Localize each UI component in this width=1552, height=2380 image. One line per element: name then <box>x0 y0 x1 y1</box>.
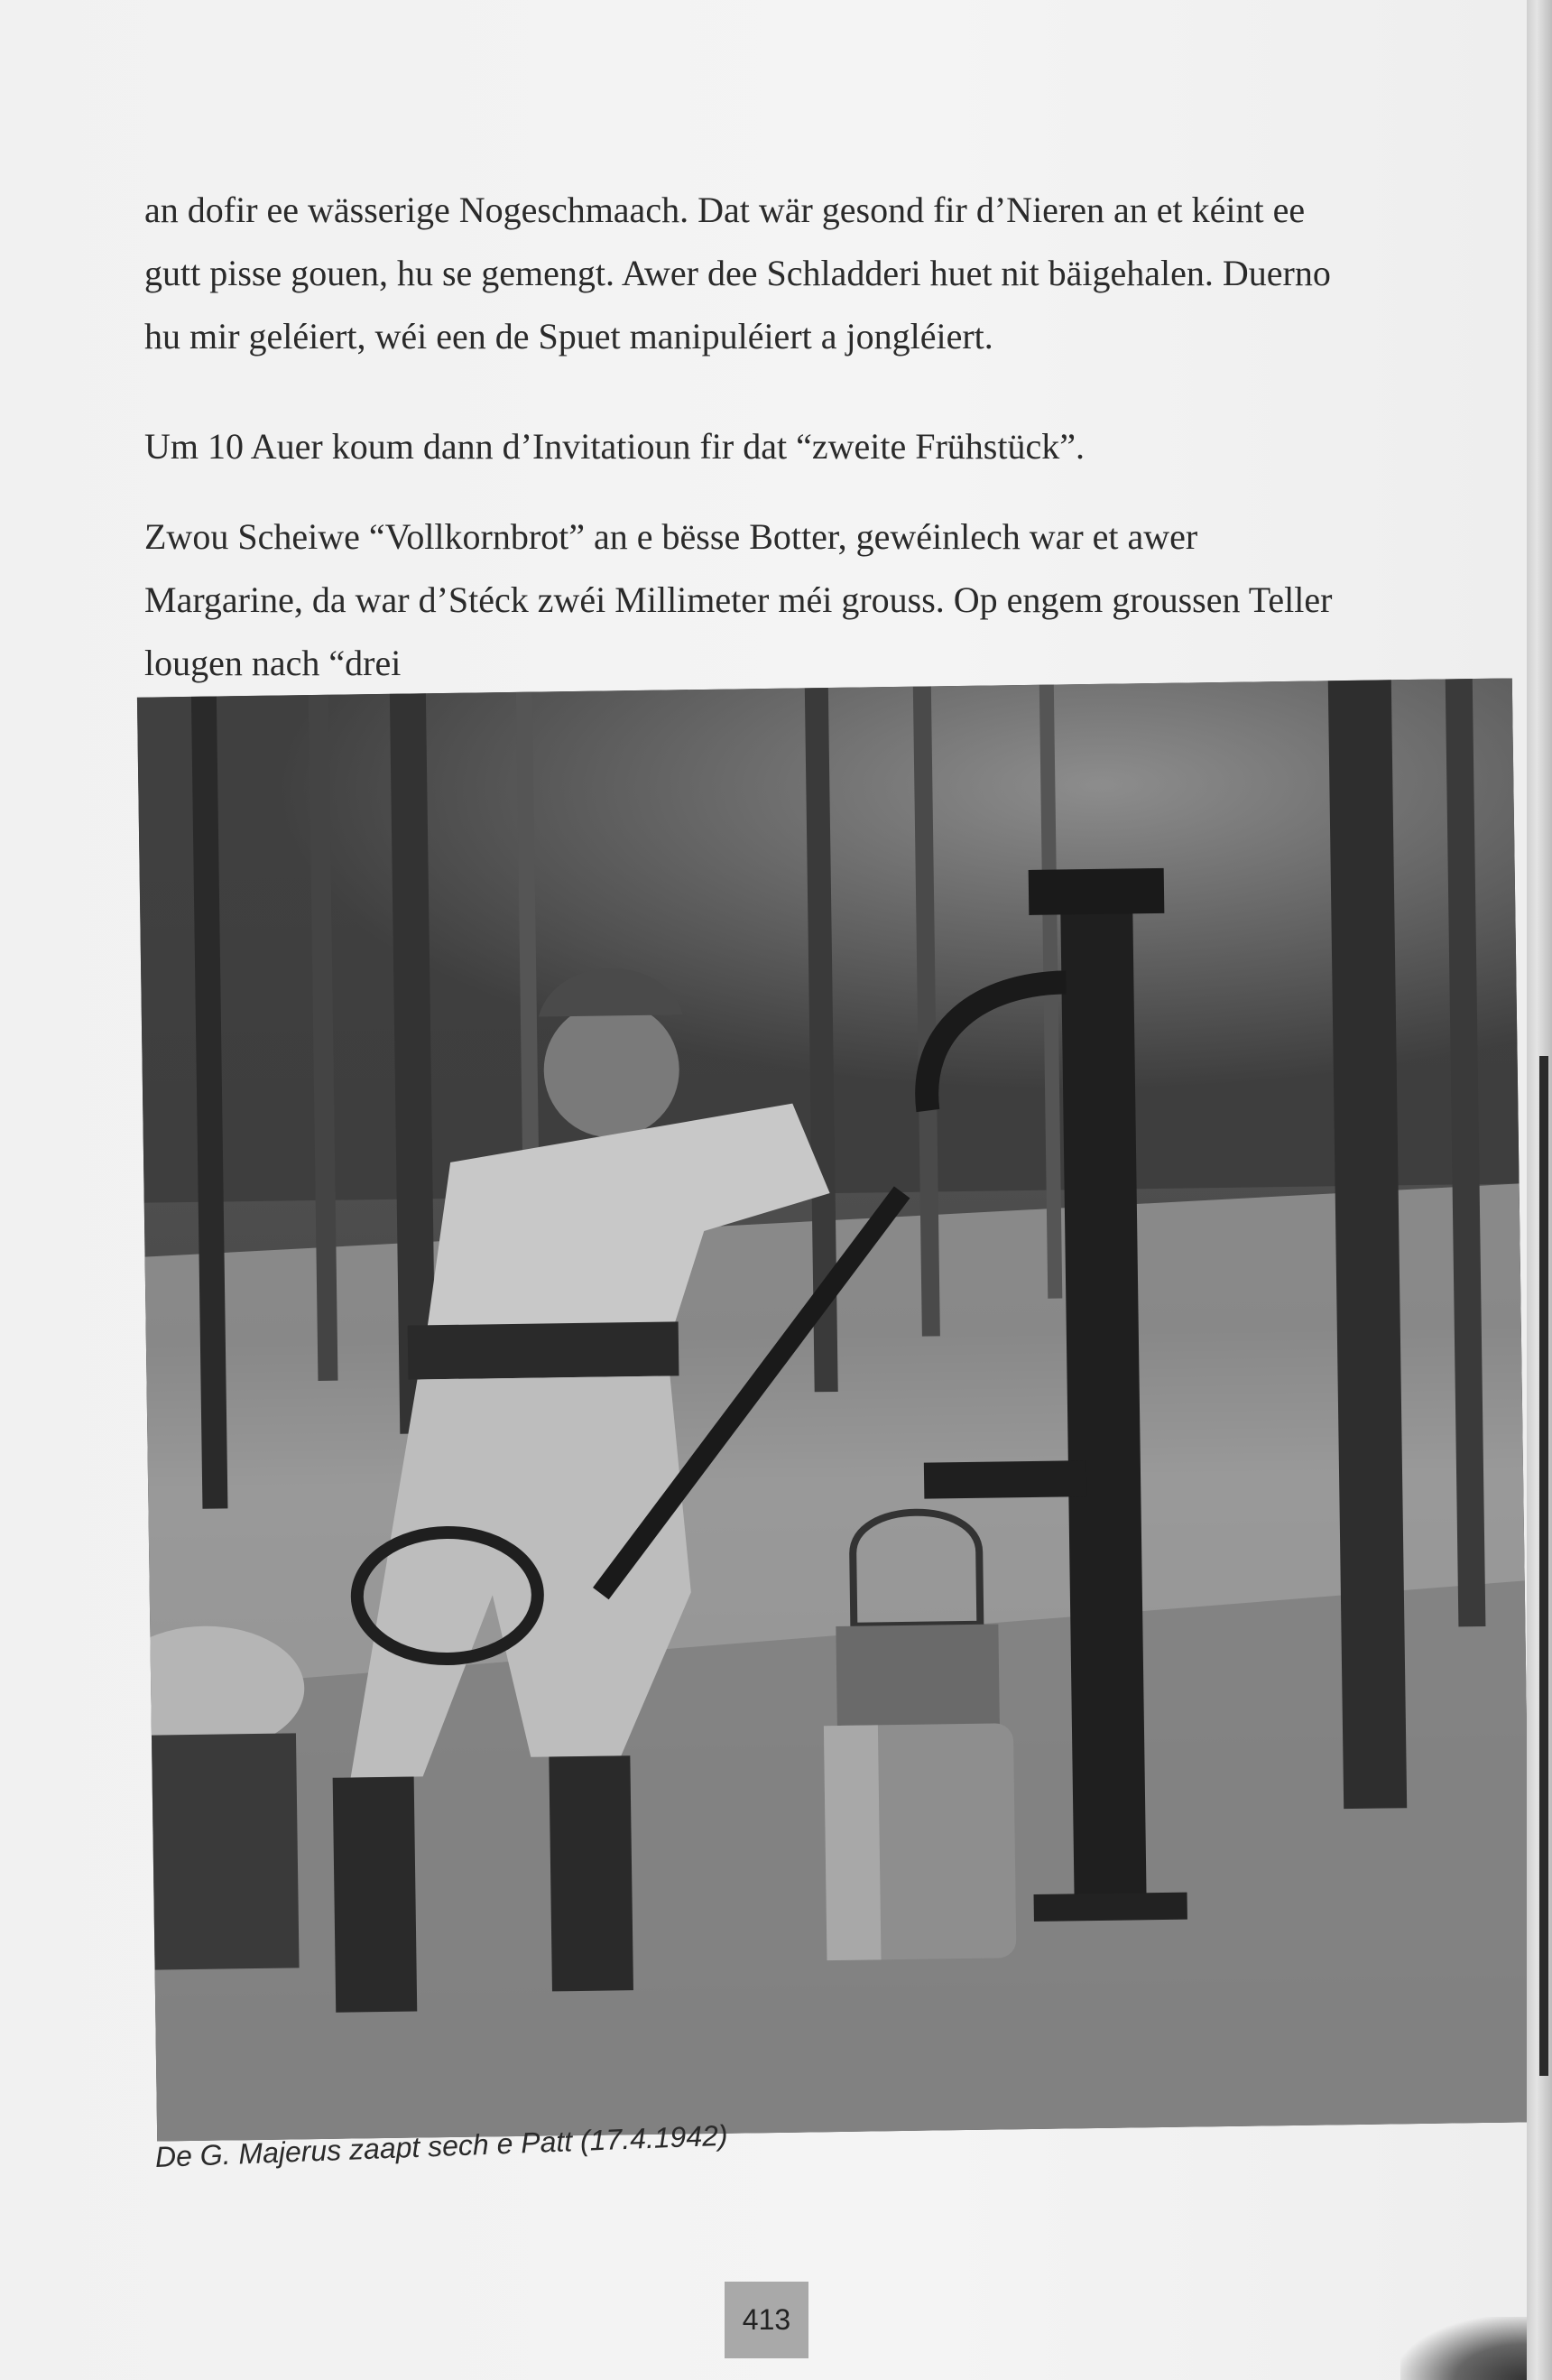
pump-cap <box>1029 868 1165 915</box>
page-number: 413 <box>742 2303 791 2336</box>
cart <box>152 1733 300 1969</box>
page-corner-shadow <box>1400 2317 1527 2380</box>
book-page-edge <box>1527 0 1552 2380</box>
milk-can-top <box>836 1624 1000 1735</box>
soldier-at-pump-photo <box>137 678 1532 2141</box>
soldier-boot-left <box>333 1777 418 2013</box>
page-number-box <box>725 2282 808 2358</box>
photo-illustration <box>137 678 1532 2141</box>
photo-caption: De G. Majerus zaapt sech e Patt (17.4.1942) <box>154 2118 729 2173</box>
paragraph-1: an dofir ee wässerige Nogeschmaach. Dat wär gesond fir d’Nieren an et kéint ee gutt pisse gouen, hu se gemengt. Awer dee Schladderi huet nit bäigehalen. Duerno hu mir geléiert, wéi een de Spuet manipuléiert a jongléiert. <box>144 190 1331 357</box>
soldier-boot-right <box>549 1755 633 1991</box>
pump-base <box>1034 1893 1187 1922</box>
soldier-belt <box>408 1321 679 1379</box>
edge-stripe <box>1539 1056 1548 2076</box>
paragraph-3: Zwou Scheiwe “Vollkornbrot” an e bësse Botter, gewéinlech war et awer Margarine, da war d’Stéck zwéi Millimeter méi grouss. Op engem groussen Teller lougen nach “drei <box>144 516 1333 683</box>
water-pump <box>1060 900 1146 1903</box>
pump-spout <box>924 1460 1087 1499</box>
can-highlight <box>824 1725 882 1960</box>
paragraph-2: Um 10 Auer koum dann d’Invitatioun fir dat “zweite Frühstück”. <box>144 426 1085 467</box>
